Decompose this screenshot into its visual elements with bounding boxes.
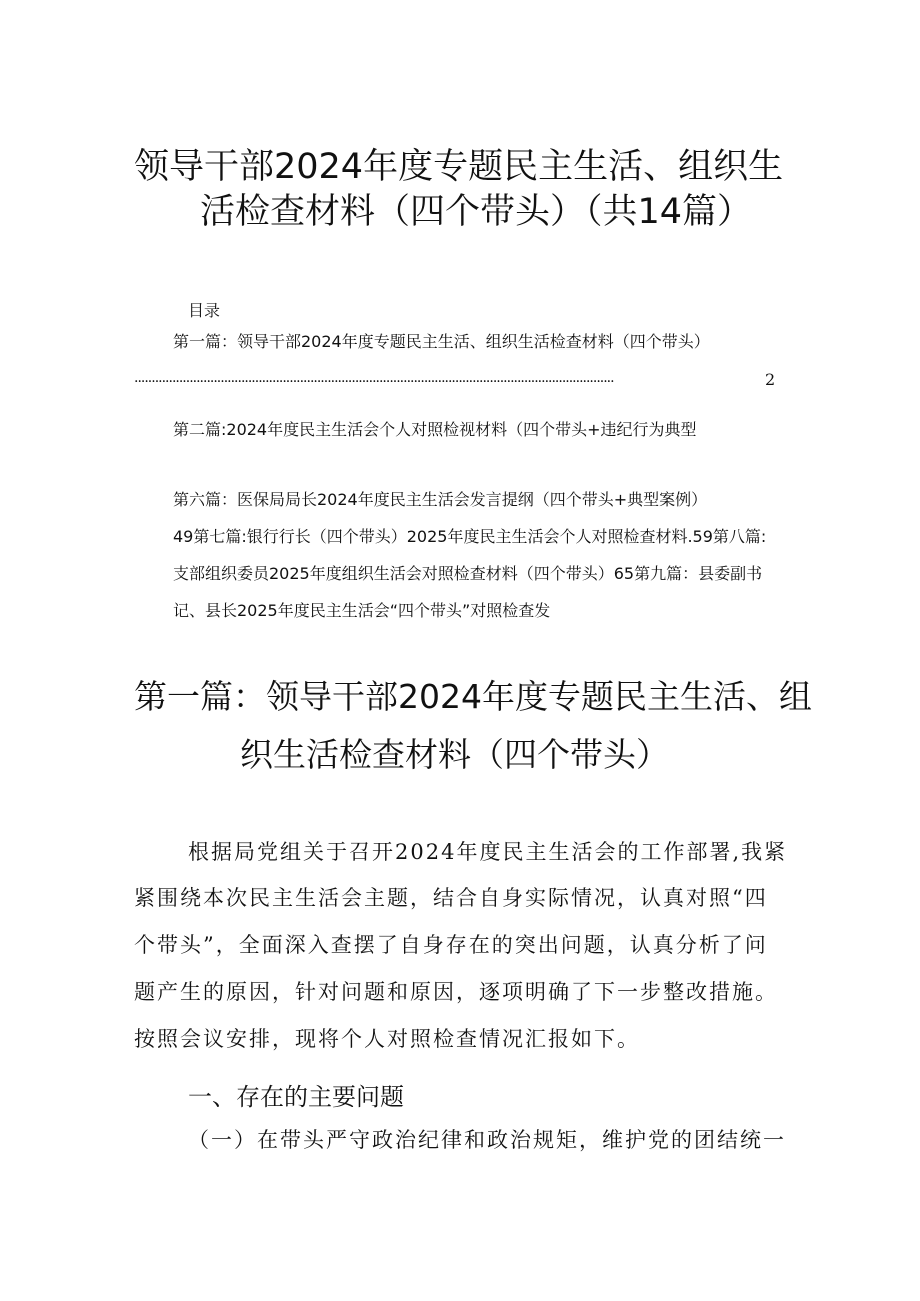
toc-entry-1-page: 2 (765, 370, 776, 389)
toc-entry-6-line-3[interactable]: 支部组织委员2025年度组织生活会对照检查材料（四个带头）65第九篇：县委副书 (173, 564, 763, 583)
body-paragraph-line-3: 个带头”，全面深入查摆了自身存在的突出问题，认真分析了问 (134, 933, 768, 957)
section-heading-issues: 一、存在的主要问题 (188, 1083, 404, 1111)
toc-heading: 目录 (188, 301, 221, 320)
subsection-heading-1: （一）在带头严守政治纪律和政治规矩，维护党的团结统一 (188, 1128, 786, 1152)
toc-entry-2[interactable]: 第二篇:2024年度民主生活会个人对照检视材料（四个带头+违纪行为典型 (173, 420, 697, 439)
toc-entry-1[interactable]: 第一篇：领导干部2024年度专题民主生活、组织生活检查材料（四个带头） (173, 332, 710, 351)
toc-entry-6-line-2[interactable]: 49第七篇:银行行长（四个带头）2025年度民主生活会个人对照检查材料.59第八篇: (173, 527, 767, 546)
doc-title-line-2: 活检查材料（四个带头）（共14篇） (200, 192, 753, 232)
section-title-line-1: 第一篇：领导干部2024年度专题民主生活、组 (134, 677, 812, 716)
toc-entry-6-line-1[interactable]: 第六篇：医保局局长2024年度民主生活会发言提纲（四个带头+典型案例） (173, 490, 708, 509)
toc-entry-1-leader-dots: ........................................................................................................................................... (134, 370, 614, 386)
body-paragraph-line-1: 根据局党组关于召开2024年度民主生活会的工作部署,我紧 (188, 840, 788, 864)
doc-title-line-1: 领导干部2024年度专题民主生活、组织生 (134, 147, 784, 187)
body-paragraph-line-4: 题产生的原因，针对问题和原因，逐项明确了下一步整改措施。 (134, 980, 778, 1004)
body-paragraph-line-2: 紧围绕本次民主生活会主题，结合自身实际情况，认真对照“四 (134, 886, 768, 910)
toc-entry-6-line-4[interactable]: 记、县长2025年度民主生活会“四个带头”对照检查发 (173, 601, 551, 620)
section-title-line-2: 织生活检查材料（四个带头） (240, 735, 669, 774)
body-paragraph-line-5: 按照会议安排，现将个人对照检查情况汇报如下。 (134, 1027, 640, 1051)
